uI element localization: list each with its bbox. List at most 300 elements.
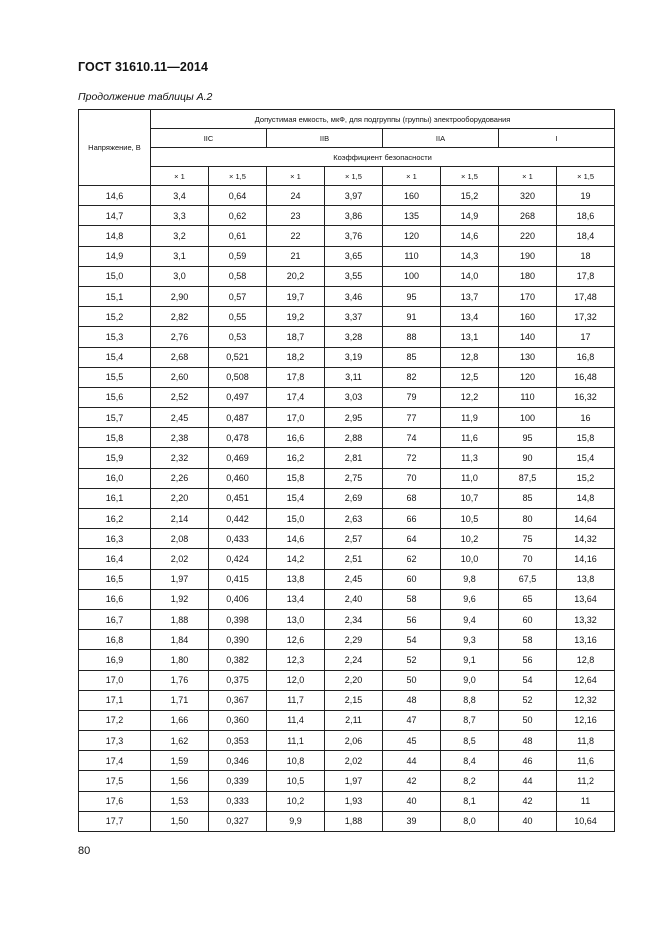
capacity-cell: 320 (499, 186, 557, 206)
capacity-cell: 1,76 (151, 670, 209, 690)
capacity-cell: 3,0 (151, 266, 209, 286)
capacity-cell: 18,4 (557, 226, 615, 246)
table-row (79, 286, 615, 306)
capacity-cell: 15,8 (557, 428, 615, 448)
capacity-cell: 9,1 (441, 650, 499, 670)
voltage-cell: 15,1 (79, 286, 151, 306)
table-row (79, 206, 615, 226)
capacity-cell: 220 (499, 226, 557, 246)
capacity-cell: 1,84 (151, 630, 209, 650)
table-row (79, 347, 615, 367)
capacity-cell: 13,16 (557, 630, 615, 650)
capacity-cell: 3,46 (325, 286, 383, 306)
capacity-cell: 3,28 (325, 327, 383, 347)
capacity-cell: 190 (499, 246, 557, 266)
capacity-cell: 13,7 (441, 286, 499, 306)
capacity-cell: 18,6 (557, 206, 615, 226)
capacity-cell: 3,55 (325, 266, 383, 286)
capacity-cell: 14,32 (557, 529, 615, 549)
capacity-cell: 3,3 (151, 206, 209, 226)
capacity-cell: 11,9 (441, 408, 499, 428)
capacity-cell: 0,333 (209, 791, 267, 811)
capacity-cell: 170 (499, 286, 557, 306)
voltage-cell: 16,1 (79, 488, 151, 508)
capacity-cell: 16,32 (557, 387, 615, 407)
capacity-cell: 17 (557, 327, 615, 347)
factor-header: × 1,5 (441, 167, 499, 186)
capacity-cell: 2,26 (151, 468, 209, 488)
capacity-cell: 0,58 (209, 266, 267, 286)
voltage-cell: 15,3 (79, 327, 151, 347)
capacity-cell: 13,4 (441, 307, 499, 327)
table-body (79, 186, 615, 832)
capacity-cell: 87,5 (499, 468, 557, 488)
capacity-cell: 9,9 (267, 811, 325, 831)
capacity-cell: 10,2 (267, 791, 325, 811)
table-row (79, 751, 615, 771)
capacity-cell: 2,45 (151, 408, 209, 428)
capacity-cell: 58 (383, 589, 441, 609)
capacity-cell: 13,32 (557, 609, 615, 629)
voltage-cell: 15,8 (79, 428, 151, 448)
capacity-cell: 8,1 (441, 791, 499, 811)
capacity-cell: 64 (383, 529, 441, 549)
capacity-cell: 0,346 (209, 751, 267, 771)
safety-factor-header: Коэффициент безопасности (151, 148, 615, 167)
capacity-cell: 79 (383, 387, 441, 407)
capacity-cell: 8,5 (441, 731, 499, 751)
capacity-cell: 0,451 (209, 488, 267, 508)
capacity-cell: 60 (499, 609, 557, 629)
capacity-cell: 2,68 (151, 347, 209, 367)
table-row (79, 791, 615, 811)
capacity-cell: 2,88 (325, 428, 383, 448)
capacity-cell: 130 (499, 347, 557, 367)
capacity-cell: 2,38 (151, 428, 209, 448)
capacity-cell: 0,433 (209, 529, 267, 549)
table-row (79, 609, 615, 629)
table-row (79, 327, 615, 347)
capacity-cell: 8,0 (441, 811, 499, 831)
voltage-cell: 15,2 (79, 307, 151, 327)
table-row (79, 266, 615, 286)
table-row (79, 509, 615, 529)
factor-header: × 1 (383, 167, 441, 186)
capacity-cell: 15,0 (267, 509, 325, 529)
capacity-cell: 95 (499, 428, 557, 448)
capacity-cell: 1,50 (151, 811, 209, 831)
voltage-cell: 17,4 (79, 751, 151, 771)
capacity-cell: 0,367 (209, 690, 267, 710)
capacity-cell: 3,65 (325, 246, 383, 266)
voltage-cell: 16,3 (79, 529, 151, 549)
capacity-cell: 0,59 (209, 246, 267, 266)
capacity-cell: 9,4 (441, 609, 499, 629)
voltage-cell: 16,4 (79, 549, 151, 569)
capacity-cell: 0,327 (209, 811, 267, 831)
capacity-cell: 100 (383, 266, 441, 286)
capacity-cell: 14,16 (557, 549, 615, 569)
capacity-cell: 68 (383, 488, 441, 508)
capacity-cell: 10,2 (441, 529, 499, 549)
capacity-cell: 19,2 (267, 307, 325, 327)
capacity-cell: 52 (383, 650, 441, 670)
capacity-cell: 1,59 (151, 751, 209, 771)
table-row (79, 367, 615, 387)
capacity-cell: 2,06 (325, 731, 383, 751)
voltage-cell: 17,6 (79, 791, 151, 811)
capacity-cell: 0,424 (209, 549, 267, 569)
capacity-cell: 2,32 (151, 448, 209, 468)
capacity-cell: 11,1 (267, 731, 325, 751)
capacity-cell: 8,8 (441, 690, 499, 710)
capacity-cell: 72 (383, 448, 441, 468)
voltage-cell: 14,7 (79, 206, 151, 226)
capacity-cell: 15,4 (267, 488, 325, 508)
capacity-cell: 8,4 (441, 751, 499, 771)
capacity-cell: 0,64 (209, 186, 267, 206)
capacity-cell: 15,2 (441, 186, 499, 206)
capacity-cell: 50 (383, 670, 441, 690)
capacity-cell: 16,8 (557, 347, 615, 367)
capacity-cell: 88 (383, 327, 441, 347)
capacity-cell: 12,8 (441, 347, 499, 367)
capacity-cell: 3,37 (325, 307, 383, 327)
capacity-cell: 95 (383, 286, 441, 306)
capacity-cell: 1,80 (151, 650, 209, 670)
capacity-cell: 12,32 (557, 690, 615, 710)
capacity-cell: 56 (499, 650, 557, 670)
capacity-cell: 20,2 (267, 266, 325, 286)
capacity-cell: 2,63 (325, 509, 383, 529)
capacity-cell: 2,15 (325, 690, 383, 710)
capacity-cell: 2,34 (325, 609, 383, 629)
capacity-cell: 14,0 (441, 266, 499, 286)
voltage-cell: 14,9 (79, 246, 151, 266)
factor-header: × 1,5 (209, 167, 267, 186)
capacity-cell: 12,0 (267, 670, 325, 690)
voltage-cell: 17,0 (79, 670, 151, 690)
capacity-cell: 23 (267, 206, 325, 226)
capacity-cell: 2,51 (325, 549, 383, 569)
capacity-cell: 21 (267, 246, 325, 266)
capacity-cell: 56 (383, 609, 441, 629)
capacity-cell: 14,2 (267, 549, 325, 569)
capacity-cell: 14,3 (441, 246, 499, 266)
capacity-cell: 2,14 (151, 509, 209, 529)
capacity-cell: 14,8 (557, 488, 615, 508)
capacity-cell: 2,90 (151, 286, 209, 306)
capacity-cell: 10,5 (441, 509, 499, 529)
capacity-cell: 15,8 (267, 468, 325, 488)
capacity-cell: 48 (499, 731, 557, 751)
capacity-cell: 11 (557, 791, 615, 811)
capacity-cell: 85 (499, 488, 557, 508)
capacity-cell: 17,8 (267, 367, 325, 387)
voltage-cell: 16,8 (79, 630, 151, 650)
capacity-cell: 268 (499, 206, 557, 226)
capacity-cell: 1,66 (151, 710, 209, 730)
capacity-cell: 66 (383, 509, 441, 529)
capacity-cell: 0,406 (209, 589, 267, 609)
table-row (79, 529, 615, 549)
capacity-cell: 100 (499, 408, 557, 428)
factor-header: × 1,5 (557, 167, 615, 186)
capacity-cell: 10,7 (441, 488, 499, 508)
capacity-cell: 2,02 (151, 549, 209, 569)
document-title: ГОСТ 31610.11—2014 (78, 60, 209, 74)
capacity-cell: 2,82 (151, 307, 209, 327)
capacity-cell: 11,2 (557, 771, 615, 791)
table-row (79, 549, 615, 569)
capacity-cell: 10,0 (441, 549, 499, 569)
capacity-cell: 12,64 (557, 670, 615, 690)
factor-header: × 1 (499, 167, 557, 186)
voltage-cell: 16,5 (79, 569, 151, 589)
table-row (79, 690, 615, 710)
capacity-cell: 10,64 (557, 811, 615, 831)
capacity-cell: 2,75 (325, 468, 383, 488)
capacity-cell: 110 (383, 246, 441, 266)
capacity-cell: 54 (499, 670, 557, 690)
capacity-cell: 24 (267, 186, 325, 206)
voltage-cell: 15,9 (79, 448, 151, 468)
factor-header: × 1 (267, 167, 325, 186)
table-row (79, 448, 615, 468)
capacity-cell: 14,6 (441, 226, 499, 246)
voltage-cell: 15,6 (79, 387, 151, 407)
capacity-cell: 77 (383, 408, 441, 428)
capacity-cell: 0,478 (209, 428, 267, 448)
capacity-cell: 0,442 (209, 509, 267, 529)
table-caption: Продолжение таблицы А.2 (78, 91, 213, 103)
capacity-cell: 9,3 (441, 630, 499, 650)
capacity-cell: 3,2 (151, 226, 209, 246)
capacity-cell: 180 (499, 266, 557, 286)
capacity-cell: 54 (383, 630, 441, 650)
table-row (79, 670, 615, 690)
capacity-cell: 9,8 (441, 569, 499, 589)
capacity-cell: 75 (499, 529, 557, 549)
capacity-cell: 0,398 (209, 609, 267, 629)
capacity-cell: 44 (383, 751, 441, 771)
capacity-cell: 17,0 (267, 408, 325, 428)
table-row (79, 246, 615, 266)
capacity-cell: 1,93 (325, 791, 383, 811)
capacity-cell: 1,97 (151, 569, 209, 589)
capacity-cell: 13,8 (557, 569, 615, 589)
capacity-cell: 60 (383, 569, 441, 589)
voltage-cell: 16,6 (79, 589, 151, 609)
capacity-cell: 58 (499, 630, 557, 650)
capacity-cell: 2,57 (325, 529, 383, 549)
table-row (79, 710, 615, 730)
capacity-cell: 0,508 (209, 367, 267, 387)
capacity-cell: 0,375 (209, 670, 267, 690)
capacity-cell: 110 (499, 387, 557, 407)
capacity-cell: 3,11 (325, 367, 383, 387)
voltage-cell: 16,0 (79, 468, 151, 488)
capacity-cell: 18 (557, 246, 615, 266)
capacity-cell: 2,29 (325, 630, 383, 650)
capacity-cell: 90 (499, 448, 557, 468)
table-row (79, 650, 615, 670)
capacity-cell: 160 (499, 307, 557, 327)
voltage-cell: 17,1 (79, 690, 151, 710)
capacity-cell: 11,0 (441, 468, 499, 488)
capacity-cell: 0,57 (209, 286, 267, 306)
capacity-cell: 91 (383, 307, 441, 327)
capacity-cell: 15,4 (557, 448, 615, 468)
capacity-cell: 1,71 (151, 690, 209, 710)
capacity-cell: 46 (499, 751, 557, 771)
voltage-cell: 16,2 (79, 509, 151, 529)
capacity-cell: 12,8 (557, 650, 615, 670)
table-row (79, 428, 615, 448)
capacity-cell: 2,45 (325, 569, 383, 589)
capacity-cell: 22 (267, 226, 325, 246)
capacity-cell: 3,03 (325, 387, 383, 407)
capacity-cell: 16,48 (557, 367, 615, 387)
capacity-cell: 2,20 (325, 670, 383, 690)
capacity-cell: 17,48 (557, 286, 615, 306)
voltage-cell: 16,9 (79, 650, 151, 670)
capacity-cell: 52 (499, 690, 557, 710)
capacity-cell: 11,4 (267, 710, 325, 730)
capacity-cell: 70 (383, 468, 441, 488)
group-header: IIA (383, 129, 499, 148)
capacity-cell: 17,8 (557, 266, 615, 286)
capacity-cell: 3,97 (325, 186, 383, 206)
capacity-cell: 3,76 (325, 226, 383, 246)
table-row (79, 468, 615, 488)
capacity-cell: 39 (383, 811, 441, 831)
capacity-cell: 8,7 (441, 710, 499, 730)
voltage-cell: 14,6 (79, 186, 151, 206)
capacity-cell: 15,2 (557, 468, 615, 488)
capacity-cell: 3,1 (151, 246, 209, 266)
capacity-cell: 0,521 (209, 347, 267, 367)
table-row (79, 186, 615, 206)
capacity-cell: 12,2 (441, 387, 499, 407)
capacity-cell: 14,9 (441, 206, 499, 226)
capacity-cell: 0,487 (209, 408, 267, 428)
capacity-cell: 2,02 (325, 751, 383, 771)
capacity-cell: 0,460 (209, 468, 267, 488)
capacity-cell: 2,81 (325, 448, 383, 468)
capacity-cell: 19 (557, 186, 615, 206)
capacity-cell: 67,5 (499, 569, 557, 589)
capacity-cell: 16,6 (267, 428, 325, 448)
table-row (79, 226, 615, 246)
capacity-cell: 70 (499, 549, 557, 569)
capacity-cell: 1,56 (151, 771, 209, 791)
capacity-cell: 40 (383, 791, 441, 811)
capacity-cell: 0,497 (209, 387, 267, 407)
capacity-cell: 10,8 (267, 751, 325, 771)
factor-header: × 1,5 (325, 167, 383, 186)
table-row (79, 630, 615, 650)
group-header: IIB (267, 129, 383, 148)
capacity-cell: 17,32 (557, 307, 615, 327)
capacity-cell: 10,5 (267, 771, 325, 791)
capacity-cell: 11,8 (557, 731, 615, 751)
group-header: I (499, 129, 615, 148)
capacity-cell: 2,52 (151, 387, 209, 407)
voltage-cell: 14,8 (79, 226, 151, 246)
capacity-cell: 120 (383, 226, 441, 246)
capacity-cell: 50 (499, 710, 557, 730)
capacity-cell: 16 (557, 408, 615, 428)
capacity-cell: 85 (383, 347, 441, 367)
capacity-cell: 0,62 (209, 206, 267, 226)
capacity-cell: 13,8 (267, 569, 325, 589)
capacity-cell: 2,69 (325, 488, 383, 508)
capacity-cell: 2,24 (325, 650, 383, 670)
page-number: 80 (78, 845, 91, 857)
factor-header: × 1 (151, 167, 209, 186)
capacity-cell: 135 (383, 206, 441, 226)
capacitance-table (78, 109, 615, 832)
table-row (79, 408, 615, 428)
capacity-cell: 8,2 (441, 771, 499, 791)
table-row (79, 569, 615, 589)
capacity-cell: 2,20 (151, 488, 209, 508)
capacity-cell: 62 (383, 549, 441, 569)
capacity-cell: 1,92 (151, 589, 209, 609)
capacity-cell: 1,62 (151, 731, 209, 751)
capacity-cell: 2,11 (325, 710, 383, 730)
capacity-cell: 12,3 (267, 650, 325, 670)
capacity-cell: 17,4 (267, 387, 325, 407)
table-row (79, 488, 615, 508)
capacity-cell: 0,53 (209, 327, 267, 347)
voltage-cell: 17,3 (79, 731, 151, 751)
voltage-cell: 17,5 (79, 771, 151, 791)
capacity-cell: 0,382 (209, 650, 267, 670)
capacity-cell: 11,6 (441, 428, 499, 448)
capacity-cell: 42 (383, 771, 441, 791)
voltage-cell: 15,7 (79, 408, 151, 428)
capacity-cell: 18,7 (267, 327, 325, 347)
capacity-cell: 9,0 (441, 670, 499, 690)
voltage-column-header: Напряжение, В (79, 110, 151, 186)
capacity-cell: 45 (383, 731, 441, 751)
capacity-column-header: Допустимая емкость, мкФ, для подгруппы (группы) электрооборудования (151, 110, 615, 129)
table-row (79, 811, 615, 831)
capacity-cell: 11,3 (441, 448, 499, 468)
voltage-cell: 15,4 (79, 347, 151, 367)
capacity-cell: 2,76 (151, 327, 209, 347)
capacity-cell: 0,353 (209, 731, 267, 751)
group-header: IIC (151, 129, 267, 148)
capacity-cell: 0,415 (209, 569, 267, 589)
capacity-cell: 47 (383, 710, 441, 730)
table-row (79, 589, 615, 609)
voltage-cell: 16,7 (79, 609, 151, 629)
capacity-cell: 9,6 (441, 589, 499, 609)
capacity-cell: 18,2 (267, 347, 325, 367)
capacity-cell: 14,64 (557, 509, 615, 529)
capacity-cell: 13,4 (267, 589, 325, 609)
capacity-cell: 13,1 (441, 327, 499, 347)
table-row (79, 307, 615, 327)
capacity-cell: 40 (499, 811, 557, 831)
capacity-cell: 0,360 (209, 710, 267, 730)
capacity-cell: 1,88 (325, 811, 383, 831)
table-row (79, 771, 615, 791)
capacity-cell: 16,2 (267, 448, 325, 468)
